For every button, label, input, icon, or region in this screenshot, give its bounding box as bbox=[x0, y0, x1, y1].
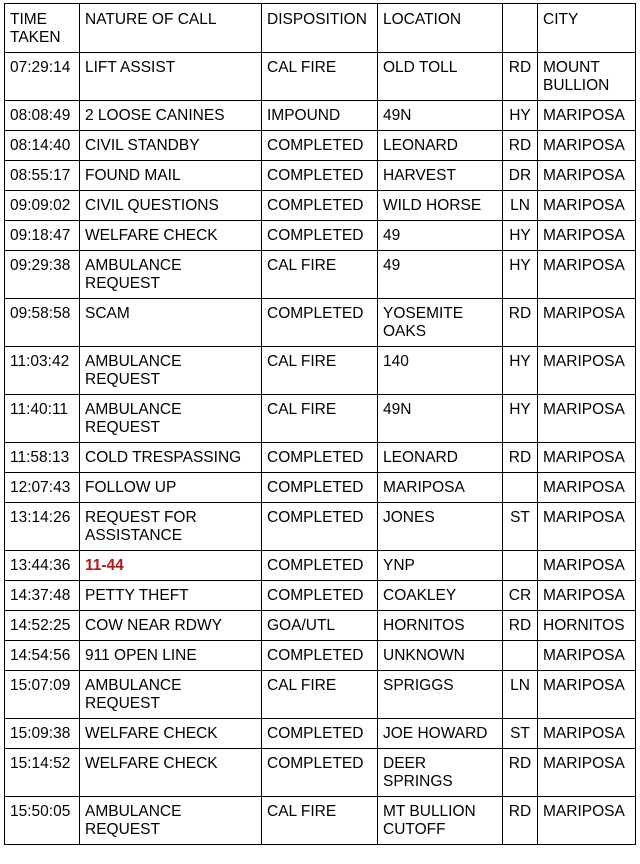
table-row bbox=[5, 551, 636, 581]
disposition-cell: CAL FIRE bbox=[262, 395, 378, 443]
disposition-cell: CAL FIRE bbox=[262, 347, 378, 395]
nature-of-call-cell: FOLLOW UP bbox=[80, 473, 262, 503]
disposition-cell: CAL FIRE bbox=[262, 671, 378, 719]
city-cell: MARIPOSA bbox=[538, 671, 636, 719]
disposition-cell: COMPLETED bbox=[262, 641, 378, 671]
street-suffix-cell: ST bbox=[503, 503, 538, 551]
location-cell: LEONARD bbox=[378, 443, 503, 473]
city-cell: MARIPOSA bbox=[538, 131, 636, 161]
time-taken-cell: 14:52:25 bbox=[5, 611, 80, 641]
time-taken-cell: 15:09:38 bbox=[5, 719, 80, 749]
time-taken-cell: 12:07:43 bbox=[5, 473, 80, 503]
location-cell: DEER SPRINGS bbox=[378, 749, 503, 797]
time-taken-cell: 11:58:13 bbox=[5, 443, 80, 473]
street-suffix-cell: RD bbox=[503, 299, 538, 347]
location-cell: MARIPOSA bbox=[378, 473, 503, 503]
city-cell: MARIPOSA bbox=[538, 719, 636, 749]
street-suffix-cell bbox=[503, 551, 538, 581]
time-taken-cell: 14:37:48 bbox=[5, 581, 80, 611]
nature-of-call-cell: WELFARE CHECK bbox=[80, 719, 262, 749]
location-cell: WILD HORSE bbox=[378, 191, 503, 221]
street-suffix-cell: HY bbox=[503, 347, 538, 395]
location-cell: YOSEMITE OAKS bbox=[378, 299, 503, 347]
nature-of-call-cell: LIFT ASSIST bbox=[80, 53, 262, 101]
disposition-cell: COMPLETED bbox=[262, 503, 378, 551]
street-suffix-cell: RD bbox=[503, 749, 538, 797]
time-taken-cell: 09:18:47 bbox=[5, 221, 80, 251]
disposition-cell: CAL FIRE bbox=[262, 797, 378, 845]
disposition-cell: COMPLETED bbox=[262, 443, 378, 473]
street-suffix-cell: HY bbox=[503, 251, 538, 299]
disposition-cell: COMPLETED bbox=[262, 473, 378, 503]
city-cell: MARIPOSA bbox=[538, 503, 636, 551]
nature-of-call-cell: SCAM bbox=[80, 299, 262, 347]
disposition-cell: COMPLETED bbox=[262, 221, 378, 251]
time-taken-cell: 15:14:52 bbox=[5, 749, 80, 797]
street-suffix-cell: HY bbox=[503, 101, 538, 131]
street-suffix-cell: RD bbox=[503, 53, 538, 101]
table-row bbox=[5, 641, 636, 671]
city-cell: MARIPOSA bbox=[538, 641, 636, 671]
city-cell: HORNITOS bbox=[538, 611, 636, 641]
table-row bbox=[5, 101, 636, 131]
location-cell: LEONARD bbox=[378, 131, 503, 161]
street-suffix-cell: LN bbox=[503, 671, 538, 719]
city-cell: MARIPOSA bbox=[538, 299, 636, 347]
street-suffix-cell bbox=[503, 641, 538, 671]
time-taken-cell: 11:03:42 bbox=[5, 347, 80, 395]
city-cell: MARIPOSA bbox=[538, 161, 636, 191]
location-cell: 49 bbox=[378, 221, 503, 251]
time-taken-cell: 13:44:36 bbox=[5, 551, 80, 581]
street-suffix-cell: RD bbox=[503, 131, 538, 161]
disposition-cell: COMPLETED bbox=[262, 551, 378, 581]
nature-of-call-cell: CIVIL QUESTIONS bbox=[80, 191, 262, 221]
nature-of-call-cell: AMBULANCE REQUEST bbox=[80, 347, 262, 395]
time-taken-cell: 08:08:49 bbox=[5, 101, 80, 131]
table-row bbox=[5, 473, 636, 503]
nature-of-call-cell: AMBULANCE REQUEST bbox=[80, 251, 262, 299]
table-row bbox=[5, 749, 636, 797]
location-cell: OLD TOLL bbox=[378, 53, 503, 101]
time-taken-cell: 09:58:58 bbox=[5, 299, 80, 347]
disposition-cell: CAL FIRE bbox=[262, 251, 378, 299]
disposition-cell: COMPLETED bbox=[262, 191, 378, 221]
location-cell: JONES bbox=[378, 503, 503, 551]
city-cell: MARIPOSA bbox=[538, 395, 636, 443]
disposition-cell: COMPLETED bbox=[262, 749, 378, 797]
nature-of-call-cell: WELFARE CHECK bbox=[80, 749, 262, 797]
location-cell: 49 bbox=[378, 251, 503, 299]
table-row bbox=[5, 53, 636, 101]
time-taken-cell: 13:14:26 bbox=[5, 503, 80, 551]
time-taken-cell: 08:14:40 bbox=[5, 131, 80, 161]
header-time-taken: TIME TAKEN bbox=[5, 4, 80, 53]
table-row bbox=[5, 503, 636, 551]
location-cell: 49N bbox=[378, 395, 503, 443]
disposition-cell: COMPLETED bbox=[262, 719, 378, 749]
header-location: LOCATION bbox=[378, 4, 503, 53]
table-row bbox=[5, 395, 636, 443]
street-suffix-cell: LN bbox=[503, 191, 538, 221]
disposition-cell: COMPLETED bbox=[262, 581, 378, 611]
disposition-cell: GOA/UTL bbox=[262, 611, 378, 641]
header-row bbox=[5, 4, 636, 53]
street-suffix-cell: ST bbox=[503, 719, 538, 749]
nature-of-call-cell: AMBULANCE REQUEST bbox=[80, 671, 262, 719]
time-taken-cell: 08:55:17 bbox=[5, 161, 80, 191]
city-cell: MARIPOSA bbox=[538, 551, 636, 581]
disposition-cell: IMPOUND bbox=[262, 101, 378, 131]
nature-of-call-cell: 911 OPEN LINE bbox=[80, 641, 262, 671]
city-cell: MARIPOSA bbox=[538, 101, 636, 131]
location-cell: HORNITOS bbox=[378, 611, 503, 641]
location-cell: YNP bbox=[378, 551, 503, 581]
table-row bbox=[5, 443, 636, 473]
street-suffix-cell bbox=[503, 473, 538, 503]
location-cell: MT BULLION CUTOFF bbox=[378, 797, 503, 845]
city-cell: MARIPOSA bbox=[538, 749, 636, 797]
table-row bbox=[5, 161, 636, 191]
disposition-cell: COMPLETED bbox=[262, 299, 378, 347]
table-row bbox=[5, 251, 636, 299]
nature-of-call-cell: CIVIL STANDBY bbox=[80, 131, 262, 161]
location-cell: JOE HOWARD bbox=[378, 719, 503, 749]
nature-of-call-cell: AMBULANCE REQUEST bbox=[80, 395, 262, 443]
disposition-cell: COMPLETED bbox=[262, 131, 378, 161]
time-taken-cell: 14:54:56 bbox=[5, 641, 80, 671]
nature-of-call-cell: 2 LOOSE CANINES bbox=[80, 101, 262, 131]
location-cell: 140 bbox=[378, 347, 503, 395]
disposition-cell: CAL FIRE bbox=[262, 53, 378, 101]
nature-of-call-cell: FOUND MAIL bbox=[80, 161, 262, 191]
nature-of-call-cell: AMBULANCE REQUEST bbox=[80, 797, 262, 845]
street-suffix-cell: RD bbox=[503, 611, 538, 641]
table-row bbox=[5, 797, 636, 845]
table-row bbox=[5, 347, 636, 395]
time-taken-cell: 09:09:02 bbox=[5, 191, 80, 221]
nature-of-call-cell: PETTY THEFT bbox=[80, 581, 262, 611]
city-cell: MOUNT BULLION bbox=[538, 53, 636, 101]
street-suffix-cell: HY bbox=[503, 395, 538, 443]
city-cell: MARIPOSA bbox=[538, 443, 636, 473]
street-suffix-cell: RD bbox=[503, 797, 538, 845]
table-row bbox=[5, 131, 636, 161]
nature-of-call-cell: REQUEST FOR ASSISTANCE bbox=[80, 503, 262, 551]
street-suffix-cell: HY bbox=[503, 221, 538, 251]
table-row bbox=[5, 611, 636, 641]
street-suffix-cell: RD bbox=[503, 443, 538, 473]
header-disposition: DISPOSITION bbox=[262, 4, 378, 53]
nature-of-call-cell: 11-44 bbox=[80, 551, 262, 581]
time-taken-cell: 07:29:14 bbox=[5, 53, 80, 101]
header-nature-of-call: NATURE OF CALL bbox=[80, 4, 262, 53]
city-cell: MARIPOSA bbox=[538, 191, 636, 221]
header-city: CITY bbox=[538, 4, 636, 53]
location-cell: 49N bbox=[378, 101, 503, 131]
city-cell: MARIPOSA bbox=[538, 797, 636, 845]
table-row bbox=[5, 191, 636, 221]
city-cell: MARIPOSA bbox=[538, 221, 636, 251]
table-row bbox=[5, 581, 636, 611]
table-row bbox=[5, 671, 636, 719]
disposition-cell: COMPLETED bbox=[262, 161, 378, 191]
nature-of-call-cell: COW NEAR RDWY bbox=[80, 611, 262, 641]
call-log-table bbox=[4, 3, 636, 845]
call-log-body bbox=[5, 53, 636, 845]
table-row bbox=[5, 719, 636, 749]
location-cell: UNKNOWN bbox=[378, 641, 503, 671]
street-suffix-cell: DR bbox=[503, 161, 538, 191]
nature-of-call-cell: COLD TRESPASSING bbox=[80, 443, 262, 473]
location-cell: SPRIGGS bbox=[378, 671, 503, 719]
city-cell: MARIPOSA bbox=[538, 473, 636, 503]
city-cell: MARIPOSA bbox=[538, 581, 636, 611]
city-cell: MARIPOSA bbox=[538, 347, 636, 395]
city-cell: MARIPOSA bbox=[538, 251, 636, 299]
table-row bbox=[5, 299, 636, 347]
time-taken-cell: 15:07:09 bbox=[5, 671, 80, 719]
time-taken-cell: 15:50:05 bbox=[5, 797, 80, 845]
street-suffix-cell: CR bbox=[503, 581, 538, 611]
header-street-suffix bbox=[503, 4, 538, 53]
location-cell: COAKLEY bbox=[378, 581, 503, 611]
table-row bbox=[5, 221, 636, 251]
nature-of-call-cell: WELFARE CHECK bbox=[80, 221, 262, 251]
time-taken-cell: 11:40:11 bbox=[5, 395, 80, 443]
location-cell: HARVEST bbox=[378, 161, 503, 191]
time-taken-cell: 09:29:38 bbox=[5, 251, 80, 299]
